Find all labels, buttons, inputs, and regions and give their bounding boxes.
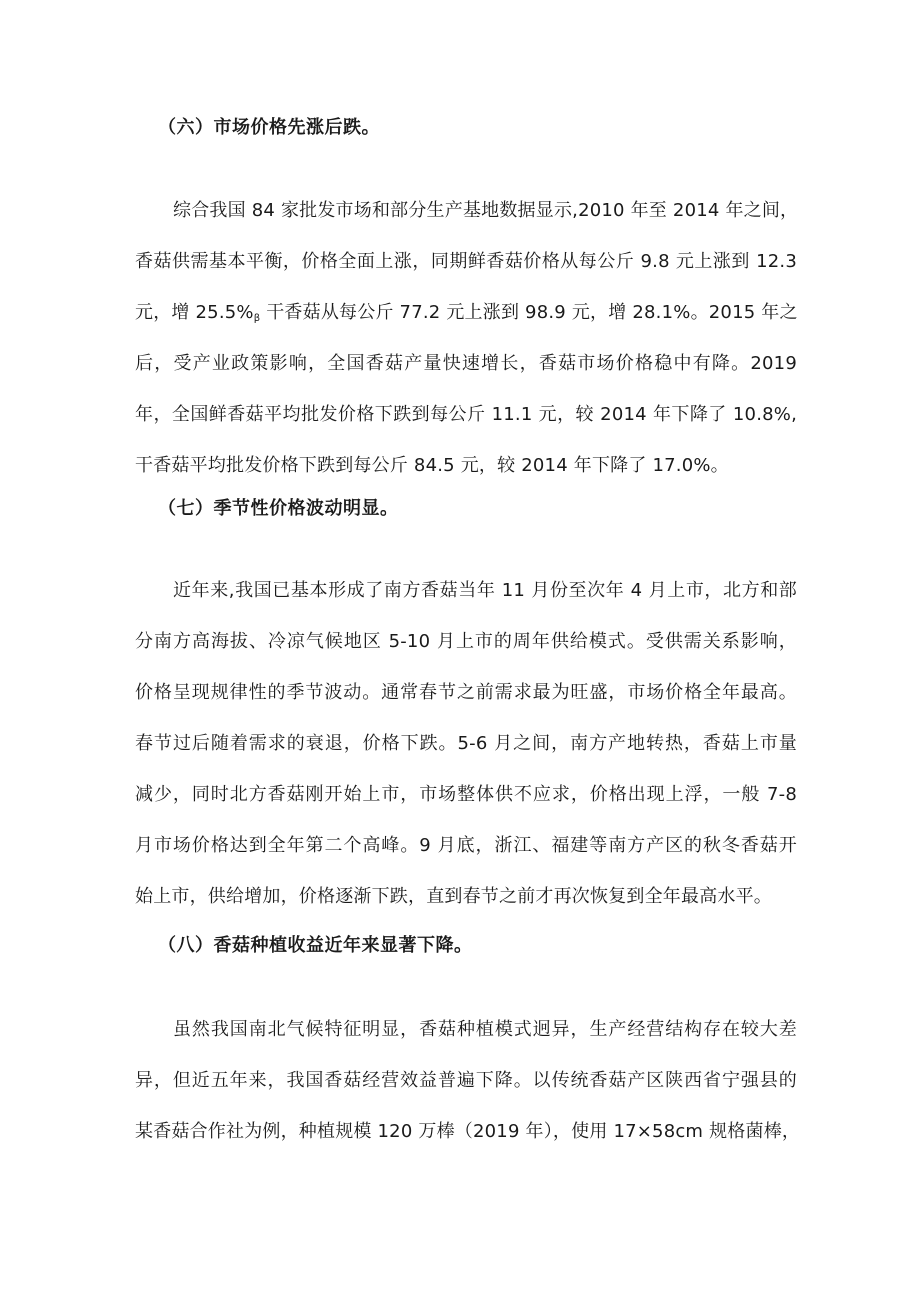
line-segment: 元，增 25.5% — [135, 302, 254, 323]
section-paragraph-7 — [135, 578, 797, 935]
paragraph-line: 综合我国 84 家批发市场和部分生产基地数据显示,2010 年至 2014 年之间， — [173, 200, 799, 221]
subscript-mark: β — [253, 313, 261, 324]
section-heading-6: （六）市场价格先涨后跌。 — [158, 117, 380, 138]
paragraph-line: 春节过后随着需求的衰退，价格下跌。5-6 月之间，南方产地转热，香菇上市量 — [135, 733, 797, 754]
paragraph-line: 虽然我国南北气候特征明显，香菇种植模式迥异，生产经营结构存在较大差 — [173, 1019, 797, 1040]
section-heading-8: （八）香菇种植收益近年来显著下降。 — [158, 935, 473, 956]
section-heading-7: （七）季节性价格波动明显。 — [158, 498, 399, 519]
paragraph-line: 干香菇平均批发价格下跌到每公斤 84.5 元，较 2014 年下降了 17.0%。 — [135, 455, 729, 476]
paragraph-line: 年，全国鲜香菇平均批发价格下跌到每公斤 11.1 元，较 2014 年下降了 10.8%, — [135, 404, 797, 425]
section-paragraph-6 — [135, 198, 797, 504]
paragraph-line: 始上市，供给增加，价格逐渐下跌，直到春节之前才再次恢复到全年最高水平。 — [135, 886, 772, 907]
section-paragraph-8 — [135, 1017, 801, 1170]
paragraph-line: 价格呈现规律性的季节波动。通常春节之前需求最为旺盛，市场价格全年最高。 — [135, 682, 797, 703]
paragraph-line: 分南方高海拔、冷凉气候地区 5-10 月上市的周年供给模式。受供需关系影响， — [135, 631, 797, 652]
paragraph-line: 后，受产业政策影响，全国香菇产量快速增长，香菇市场价格稳中有降。2019 — [135, 353, 797, 374]
paragraph-line: 香菇供需基本平衡，价格全面上涨，同期鲜香菇价格从每公斤 9.8 元上涨到 12.3 — [135, 251, 797, 272]
paragraph-line: 某香菇合作社为例，种植规模 120 万棒（2019 年），使用 17×58cm 规格菌棒， — [135, 1121, 801, 1142]
paragraph-line: 近年来,我国已基本形成了南方香菇当年 11 月份至次年 4 月上市，北方和部 — [173, 580, 797, 601]
paragraph-line: 月市场价格达到全年第二个高峰。9 月底，浙江、福建等南方产区的秋冬香菇开 — [135, 835, 797, 856]
paragraph-line — [135, 300, 797, 351]
line-segment: 干香菇从每公斤 77.2 元上涨到 98.9 元，增 28.1%。2015 年之 — [266, 302, 798, 323]
paragraph-line: 异，但近五年来，我国香菇经营效益普遍下降。以传统香菇产区陕西省宁强县的 — [135, 1070, 797, 1091]
paragraph-line: 减少，同时北方香菇刚开始上市，市场整体供不应求，价格出现上浮，一般 7-8 — [135, 784, 797, 805]
